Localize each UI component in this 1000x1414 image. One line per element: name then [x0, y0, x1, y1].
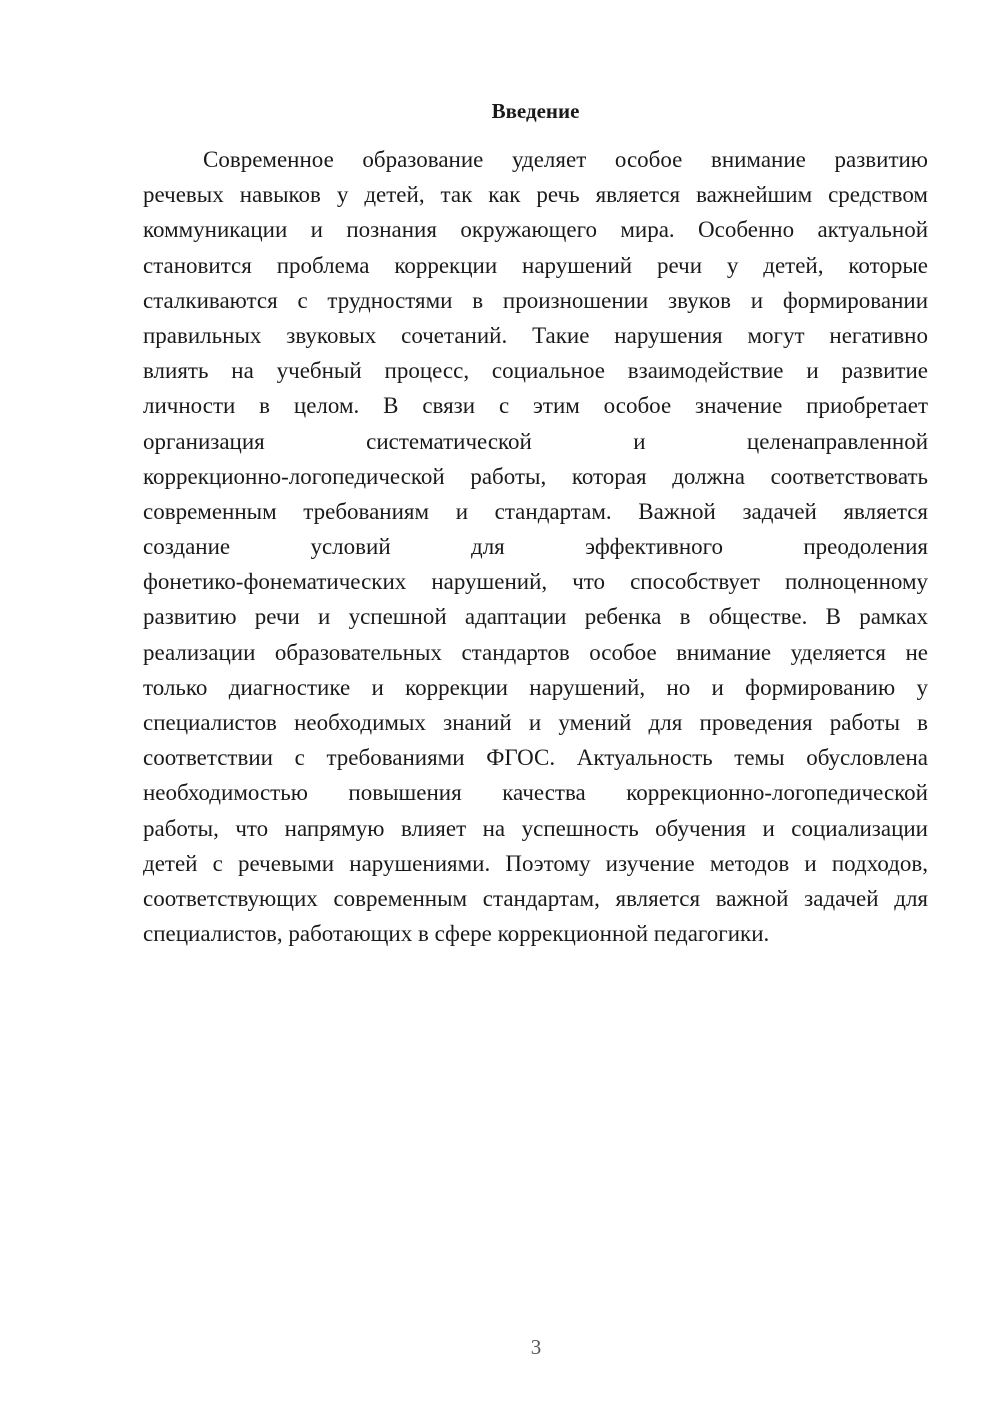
text-line: личности в целом. В связи с этим особое значение приобретает	[143, 393, 928, 419]
text-line: специалистов, работающих в сфере коррекционной педагогики.	[143, 921, 770, 947]
text-line: коммуникации и познания окружающего мира. Особенно актуальной	[143, 217, 928, 243]
text-line: специалистов необходимых знаний и умений для проведения работы в	[143, 710, 928, 735]
text-line: становится проблема коррекции нарушений речи у детей, которые	[143, 252, 928, 278]
text-line: правильных звуковых сочетаний. Такие нарушения могут негативно	[143, 322, 928, 348]
text-line: необходимостью повышения качества коррекционно-логопедической	[143, 780, 928, 806]
text-line: коррекционно-логопедической работы, которая должна соответствовать	[143, 463, 928, 489]
body-paragraph	[143, 142, 928, 951]
text-line: организация систематической и целенаправленной	[143, 428, 928, 454]
text-line: только диагностике и коррекции нарушений, но и формированию у	[143, 674, 928, 700]
page-number: 3	[530, 1335, 542, 1359]
text-line: влиять на учебный процесс, социальное взаимодействие и развитие	[143, 358, 928, 384]
text-line: соответствии с требованиями ФГОС. Актуальность темы обусловлена	[143, 745, 928, 771]
text-line: реализации образовательных стандартов особое внимание уделяется не	[143, 639, 928, 665]
text-line: фонетико-фонематических нарушений, что способствует полноценному	[143, 569, 928, 595]
text-line: работы, что напрямую влияет на успешность обучения и социализации	[143, 815, 928, 841]
text-line: современным требованиям и стандартам. Важной задачей является	[143, 498, 928, 524]
text-line: речевых навыков у детей, так как речь является важнейшим средством	[143, 182, 928, 208]
text-line: соответствующих современным стандартам, является важной задачей для	[143, 885, 928, 911]
text-line: развитию речи и успешной адаптации ребенка в обществе. В рамках	[143, 604, 928, 630]
section-heading: Введение	[491, 99, 580, 123]
text-line: создание условий для эффективного преодоления	[143, 534, 928, 560]
text-line: детей с речевыми нарушениями. Поэтому изучение методов и подходов,	[143, 850, 928, 876]
text-line: Современное образование уделяет особое внимание развитию	[203, 147, 928, 172]
text-line: сталкиваются с трудностями в произношении звуков и формировании	[143, 287, 928, 313]
